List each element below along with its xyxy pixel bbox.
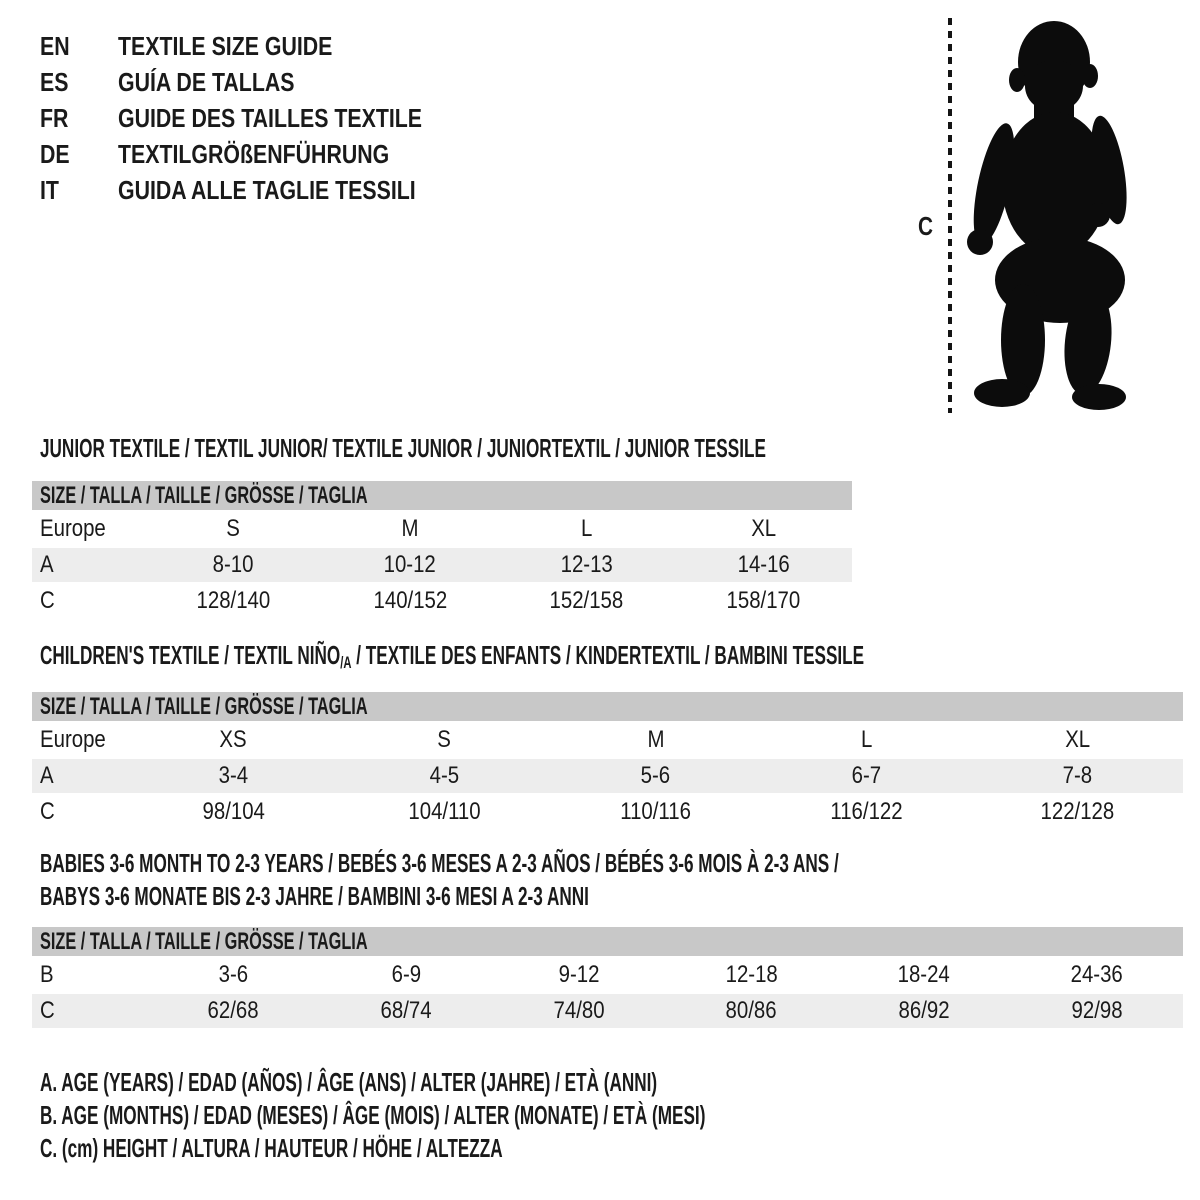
language-row-es: [40, 64, 489, 100]
measure-legend: [40, 1066, 1048, 1165]
junior-section-title-text: JUNIOR TEXTILE / TEXTIL JUNIOR/ TEXTILE JUNIOR / JUNIORTEXTIL / JUNIOR TESSILE: [40, 433, 766, 463]
size-header-bar: [32, 927, 1183, 956]
value-cell: 104/110: [408, 798, 481, 825]
size-cell: L: [860, 726, 873, 753]
value-cell: 9-12: [558, 961, 600, 988]
guide-title-de: TEXTILGRÖßENFÜHRUNG: [118, 139, 390, 169]
language-title-list: [40, 28, 489, 208]
legend-line-b: B. AGE (MONTHS) / EDAD (MESES) / ÂGE (MOIS) / ALTER (MONATE) / ETÀ (MESI): [40, 1100, 706, 1130]
language-row-de: [40, 136, 489, 172]
value-cell: 86/92: [898, 997, 950, 1024]
size-header-text: SIZE / TALLA / TAILLE / GRÖSSE / TAGLIA: [40, 693, 368, 720]
value-cell: 116/122: [830, 798, 903, 825]
table-row-age-years: [32, 548, 852, 582]
size-cell: XL: [751, 515, 777, 542]
value-cell: 24-36: [1070, 961, 1123, 988]
size-cell: M: [647, 726, 664, 753]
value-cell: 5-6: [640, 762, 671, 789]
guide-title-it: GUIDA ALLE TAGLIE TESSILI: [118, 175, 416, 205]
language-code: ES: [40, 67, 69, 97]
height-measure-label: C: [918, 211, 934, 241]
language-code: IT: [40, 175, 59, 205]
row-label-cell: Europe: [40, 726, 106, 753]
value-cell: 80/86: [725, 997, 777, 1024]
value-cell: 140/152: [373, 587, 447, 614]
guide-title-es: GUÍA DE TALLAS: [118, 67, 295, 97]
language-row-it: [40, 172, 489, 208]
children-title-sub: /A: [340, 653, 352, 672]
size-header-bar: [32, 481, 852, 510]
babies-size-table: [32, 927, 1183, 1030]
guide-title-fr: GUIDE DES TAILLES TEXTILE: [118, 103, 423, 133]
value-cell: 92/98: [1071, 997, 1123, 1024]
row-label-cell: A: [40, 762, 54, 789]
children-size-table: [32, 692, 1183, 831]
babies-title-line1: BABIES 3-6 MONTH TO 2-3 YEARS / BEBÉS 3-6 MESES A 2-3 AÑOS / BÉBÉS 3-6 MOIS À 2-3 ANS /: [40, 848, 839, 878]
value-cell: 68/74: [380, 997, 432, 1024]
table-row-europe: [32, 723, 1183, 757]
row-label-cell: B: [40, 961, 54, 988]
row-label-cell: A: [40, 551, 54, 578]
row-label-cell: C: [40, 997, 55, 1024]
language-row-en: [40, 28, 489, 64]
table-row-age-years: [32, 759, 1183, 793]
children-section-title: [40, 641, 1200, 677]
toddler-silhouette: [960, 12, 1140, 412]
row-label-cell: C: [40, 587, 55, 614]
size-cell: XS: [219, 726, 248, 753]
legend-line-a: A. AGE (YEARS) / EDAD (AÑOS) / ÂGE (ANS) / ALTER (JAHRE) / ETÀ (ANNI): [40, 1067, 658, 1097]
guide-title-en: TEXTILE SIZE GUIDE: [118, 31, 333, 61]
value-cell: 110/116: [620, 798, 691, 825]
value-cell: 18-24: [897, 961, 951, 988]
children-title-pre: CHILDREN'S TEXTILE / TEXTIL NIÑO: [40, 640, 341, 670]
size-header-bar: [32, 692, 1183, 721]
junior-section-title: [40, 434, 1140, 462]
value-cell: 98/104: [202, 798, 265, 825]
legend-line-c: C. (cm) HEIGHT / ALTURA / HAUTEUR / HÖHE / ALTEZZA: [40, 1133, 503, 1163]
row-label-cell: C: [40, 798, 55, 825]
table-row-age-months: [32, 958, 1183, 992]
language-code: DE: [40, 139, 70, 169]
table-row-height-cm: [32, 994, 1183, 1028]
table-row-height-cm: [32, 795, 1183, 829]
table-row-europe: [32, 512, 852, 546]
value-cell: 152/158: [549, 587, 624, 614]
value-cell: 3-6: [218, 961, 249, 988]
height-measure-dashed-line: [948, 18, 952, 413]
value-cell: 12-18: [725, 961, 778, 988]
value-cell: 122/128: [1040, 798, 1115, 825]
value-cell: 12-13: [560, 551, 613, 578]
value-cell: 6-9: [391, 961, 421, 988]
value-cell: 7-8: [1062, 762, 1093, 789]
children-section-title-text: [40, 641, 864, 677]
value-cell: 128/140: [196, 587, 271, 614]
junior-size-table: [32, 481, 852, 620]
children-title-post: / TEXTILE DES ENFANTS / KINDERTEXTIL / BAMBINI TESSILE: [351, 640, 865, 670]
size-cell: L: [581, 515, 593, 542]
value-cell: 62/68: [207, 997, 259, 1024]
row-label-cell: Europe: [40, 515, 106, 542]
value-cell: 14-16: [737, 551, 790, 578]
size-cell: S: [226, 515, 241, 542]
value-cell: 8-10: [212, 551, 254, 578]
language-code: EN: [40, 31, 70, 61]
value-cell: 3-4: [218, 762, 249, 789]
size-header-text: SIZE / TALLA / TAILLE / GRÖSSE / TAGLIA: [40, 482, 368, 509]
table-row-height-cm: [32, 584, 852, 618]
babies-title-line2: BABYS 3-6 MONATE BIS 2-3 JAHRE / BAMBINI 3-6 MESI A 2-3 ANNI: [40, 881, 589, 911]
value-cell: 4-5: [429, 762, 460, 789]
language-code: FR: [40, 103, 69, 133]
size-header-text: SIZE / TALLA / TAILLE / GRÖSSE / TAGLIA: [40, 928, 368, 955]
value-cell: 74/80: [553, 997, 605, 1024]
value-cell: 158/170: [726, 587, 801, 614]
value-cell: 6-7: [851, 762, 882, 789]
value-cell: 10-12: [384, 551, 437, 578]
language-row-fr: [40, 100, 489, 136]
babies-section-title: [40, 847, 1200, 913]
size-cell: S: [437, 726, 452, 753]
size-cell: XL: [1065, 726, 1090, 753]
size-cell: M: [401, 515, 419, 542]
